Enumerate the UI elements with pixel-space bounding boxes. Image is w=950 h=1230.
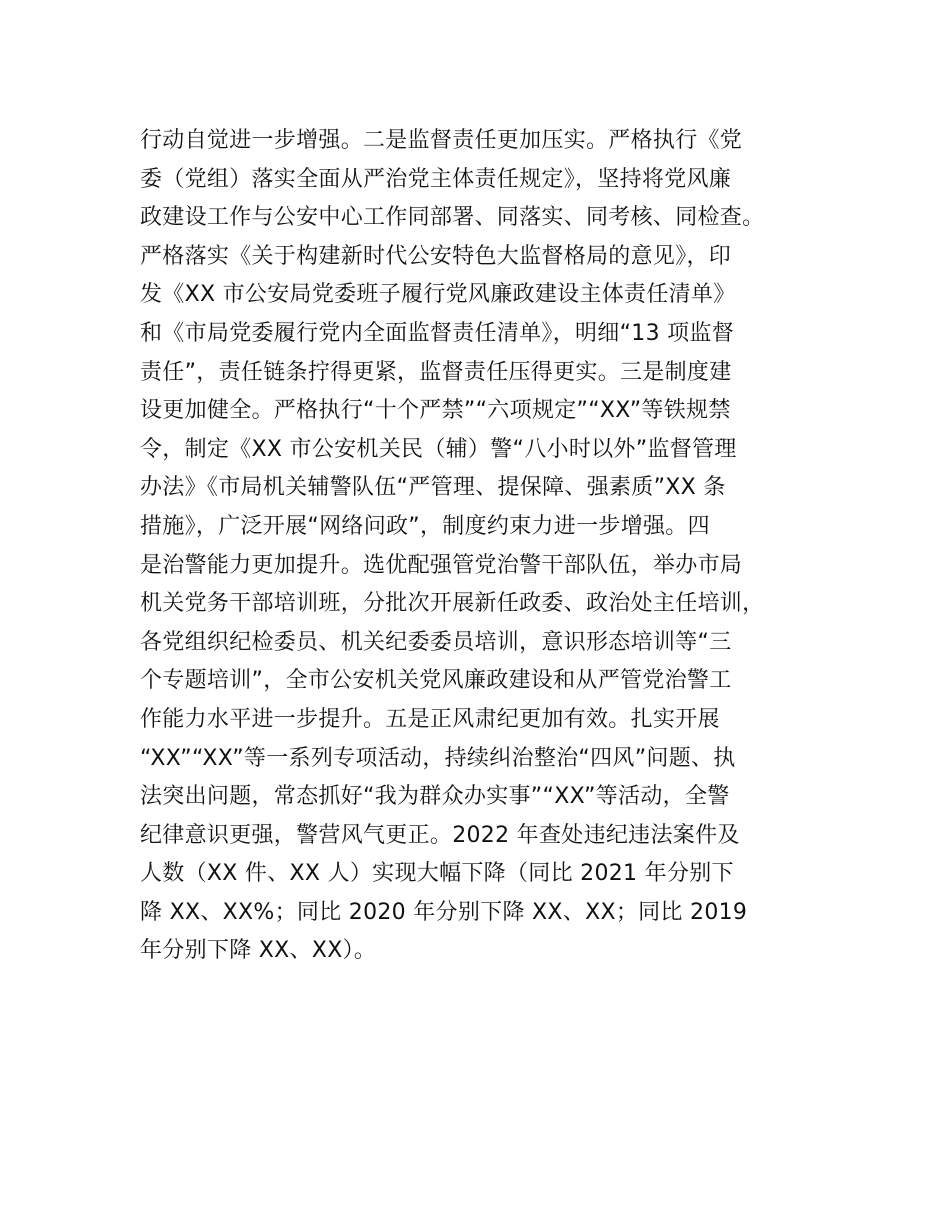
text-line-18: 法突出问题，常态抓好“我为群众办实事”“XX”等活动，全警	[140, 784, 730, 810]
text-line-1: 行动自觉进一步增强。二是监督责任更加压实。严格执行《党	[140, 128, 743, 153]
text-line-15: 个专题培训”，全市公安机关党风廉政建设和从严管党治警工	[140, 668, 732, 694]
text-line-17: “XX”“XX”等一系列专项活动，持续纠治整治“四风”问题、执	[140, 745, 736, 771]
text-line-22: 年分别下降 XX、XX）。	[140, 938, 377, 964]
text-line-8: 设更加健全。严格执行“十个严禁”“六项规定”“XX”等铁规禁	[140, 398, 731, 424]
text-line-12: 是治警能力更加提升。选优配强管党治警干部队伍，举办市局	[140, 552, 743, 578]
text-line-10: 办法》《市局机关辅警队伍“严管理、提保障、强素质”XX 条	[140, 475, 726, 501]
text-line-7: 责任”，责任链条拧得更紧，监督责任压得更实。三是制度建	[140, 359, 732, 385]
text-line-19: 纪律意识更强，警营风气更正。2022 年查处违纪违法案件及	[140, 822, 740, 848]
text-line-20: 人数（XX 件、XX 人）实现大幅下降（同比 2021 年分别下	[140, 861, 734, 887]
text-line-2: 委（党组）落实全面从严治党主体责任规定》，坚持将党风廉	[140, 166, 732, 192]
text-line-16: 作能力水平进一步提升。五是正风肃纪更加有效。扎实开展	[140, 706, 720, 732]
text-line-4: 严格落实《关于构建新时代公安特色大监督格局的意见》，印	[140, 243, 732, 269]
text-line-6: 和《市局党委履行党内全面监督责任清单》，明细“13 项监督	[140, 320, 735, 346]
text-line-9: 令，制定《XX 市公安机关民（辅）警“八小时以外”监督管理	[140, 436, 737, 462]
text-line-3: 政建设工作与公安中心工作同部署、同落实、同考核、同检查。	[140, 205, 765, 231]
text-line-5: 发《XX 市公安局党委班子履行党风廉政建设主体责任清单》	[140, 282, 736, 308]
text-line-21: 降 XX、XX%；同比 2020 年分别下降 XX、XX；同比 2019	[140, 899, 748, 925]
text-line-14: 各党组织纪检委员、机关纪委委员培训，意识形态培训等“三	[140, 629, 732, 655]
text-line-13: 机关党务干部培训班，分批次开展新任政委、政治处主任培训，	[140, 591, 765, 617]
text-line-11: 措施》，广泛开展“网络问政”，制度约束力进一步增强。四	[140, 513, 710, 539]
body-text	[140, 122, 840, 971]
